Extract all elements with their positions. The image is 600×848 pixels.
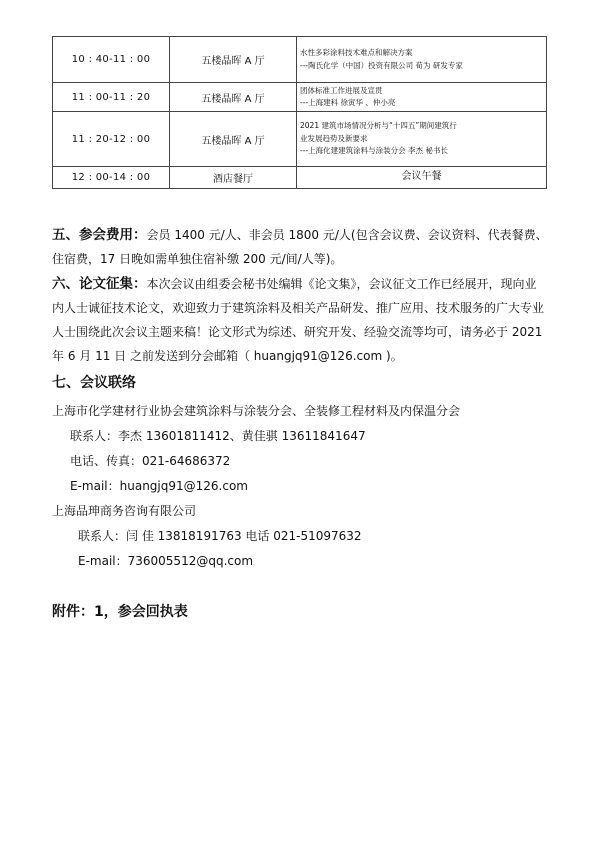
schedule-row: [53, 167, 547, 189]
schedule-venue: 五楼晶晖 A 厅: [170, 83, 297, 112]
schedule-topic-line: ---陶氏化学（中国）投资有限公司 荀为 研发专家: [300, 60, 463, 70]
schedule-topic: [297, 112, 547, 167]
schedule-venue: 五楼晶晖 A 厅: [170, 37, 297, 83]
papers-line-3: 人士围绕此次会议主题来稿！论文形式为综述、研究开发、经验交流等均可，请务必于 2021: [52, 325, 543, 339]
schedule-venue: 五楼晶晖 A 厅: [170, 112, 297, 167]
fees-line-2: 住宿费，17 日晚如需单独住宿补缴 200 元/间/人等)。: [52, 252, 343, 266]
schedule-topic-line: 2021 建筑市场情况分析与“十四五”期间建筑行: [300, 121, 457, 131]
schedule-time: 12 : 00-14 : 00: [53, 167, 170, 189]
contact-org-1: 上海市化学建材行业协会建筑涂料与涂装分会、全装修工程材料及内保温分会: [52, 404, 461, 418]
papers-line-4: 年 6 月 11 日 之前发送到分会邮箱（ huangjq91@126.com )。: [52, 349, 403, 363]
schedule-table: [52, 36, 547, 189]
schedule-topic: [297, 83, 547, 112]
schedule-topic-line: 业发展趋势及新要求: [300, 133, 368, 143]
schedule-topic-line: 会议午餐: [401, 171, 442, 183]
schedule-topic: [297, 37, 547, 83]
papers-line-2: 内人士诚征技术论文，欢迎致力于建筑涂料及相关产品研发、推广应用、技术服务的广大专业: [52, 301, 545, 315]
schedule-topic-line: ---上海化建建筑涂料与涂装分会 李杰 秘书长: [300, 146, 448, 156]
contact-org-2-email: E-mail：736005512@qq.com: [78, 554, 254, 568]
schedule-time: 11 : 20-12 : 00: [53, 112, 170, 167]
schedule-venue: 酒店餐厅: [170, 167, 297, 189]
papers-section: [52, 272, 552, 368]
contact-org-2: 上海品珅商务咨询有限公司: [52, 504, 197, 518]
schedule-time: 10 : 40-11 : 00: [53, 37, 170, 83]
attachment-note: 附件：1，参会回执表: [52, 604, 188, 620]
contact-org-2-persons: 联系人：闫 佳 13818191763 电话 021-51097632: [78, 529, 362, 543]
schedule-topic-line: 水性多彩涂料技术难点和解决方案: [300, 48, 413, 57]
schedule-topic-line: 团体标准工作进展及宣贯: [300, 85, 383, 95]
contact-org-1-persons: 联系人：李杰 13601811412、黄佳骐 13611841647: [70, 429, 366, 443]
fees-line-1: 会员 1400 元/人、非会员 1800 元/人(包含会议费、会议资料、代表餐费、: [146, 228, 548, 242]
contact-org-1-phone: 电话、传真：021-64686372: [70, 454, 231, 468]
schedule-time: 11 : 00-11 : 20: [53, 83, 170, 112]
contact-org-1-email: E-mail：huangjq91@126.com: [70, 479, 248, 493]
contact-heading: 七、会议联络: [52, 375, 136, 391]
fees-section: [52, 223, 552, 271]
schedule-topic: [297, 167, 547, 189]
fees-heading: 五、参会费用：: [52, 227, 147, 243]
schedule-body: [53, 37, 547, 189]
papers-line-1: 本次会议由组委会秘书处编辑《论文集》，会议征文工作已经展开，现向业: [146, 277, 537, 291]
schedule-row: [53, 37, 547, 83]
schedule-row: [53, 83, 547, 112]
papers-heading: 六、论文征集：: [52, 276, 147, 292]
schedule-topic-line: ---上海建科 徐寅华 、仲小亮: [300, 98, 396, 107]
schedule-row: [53, 112, 547, 167]
